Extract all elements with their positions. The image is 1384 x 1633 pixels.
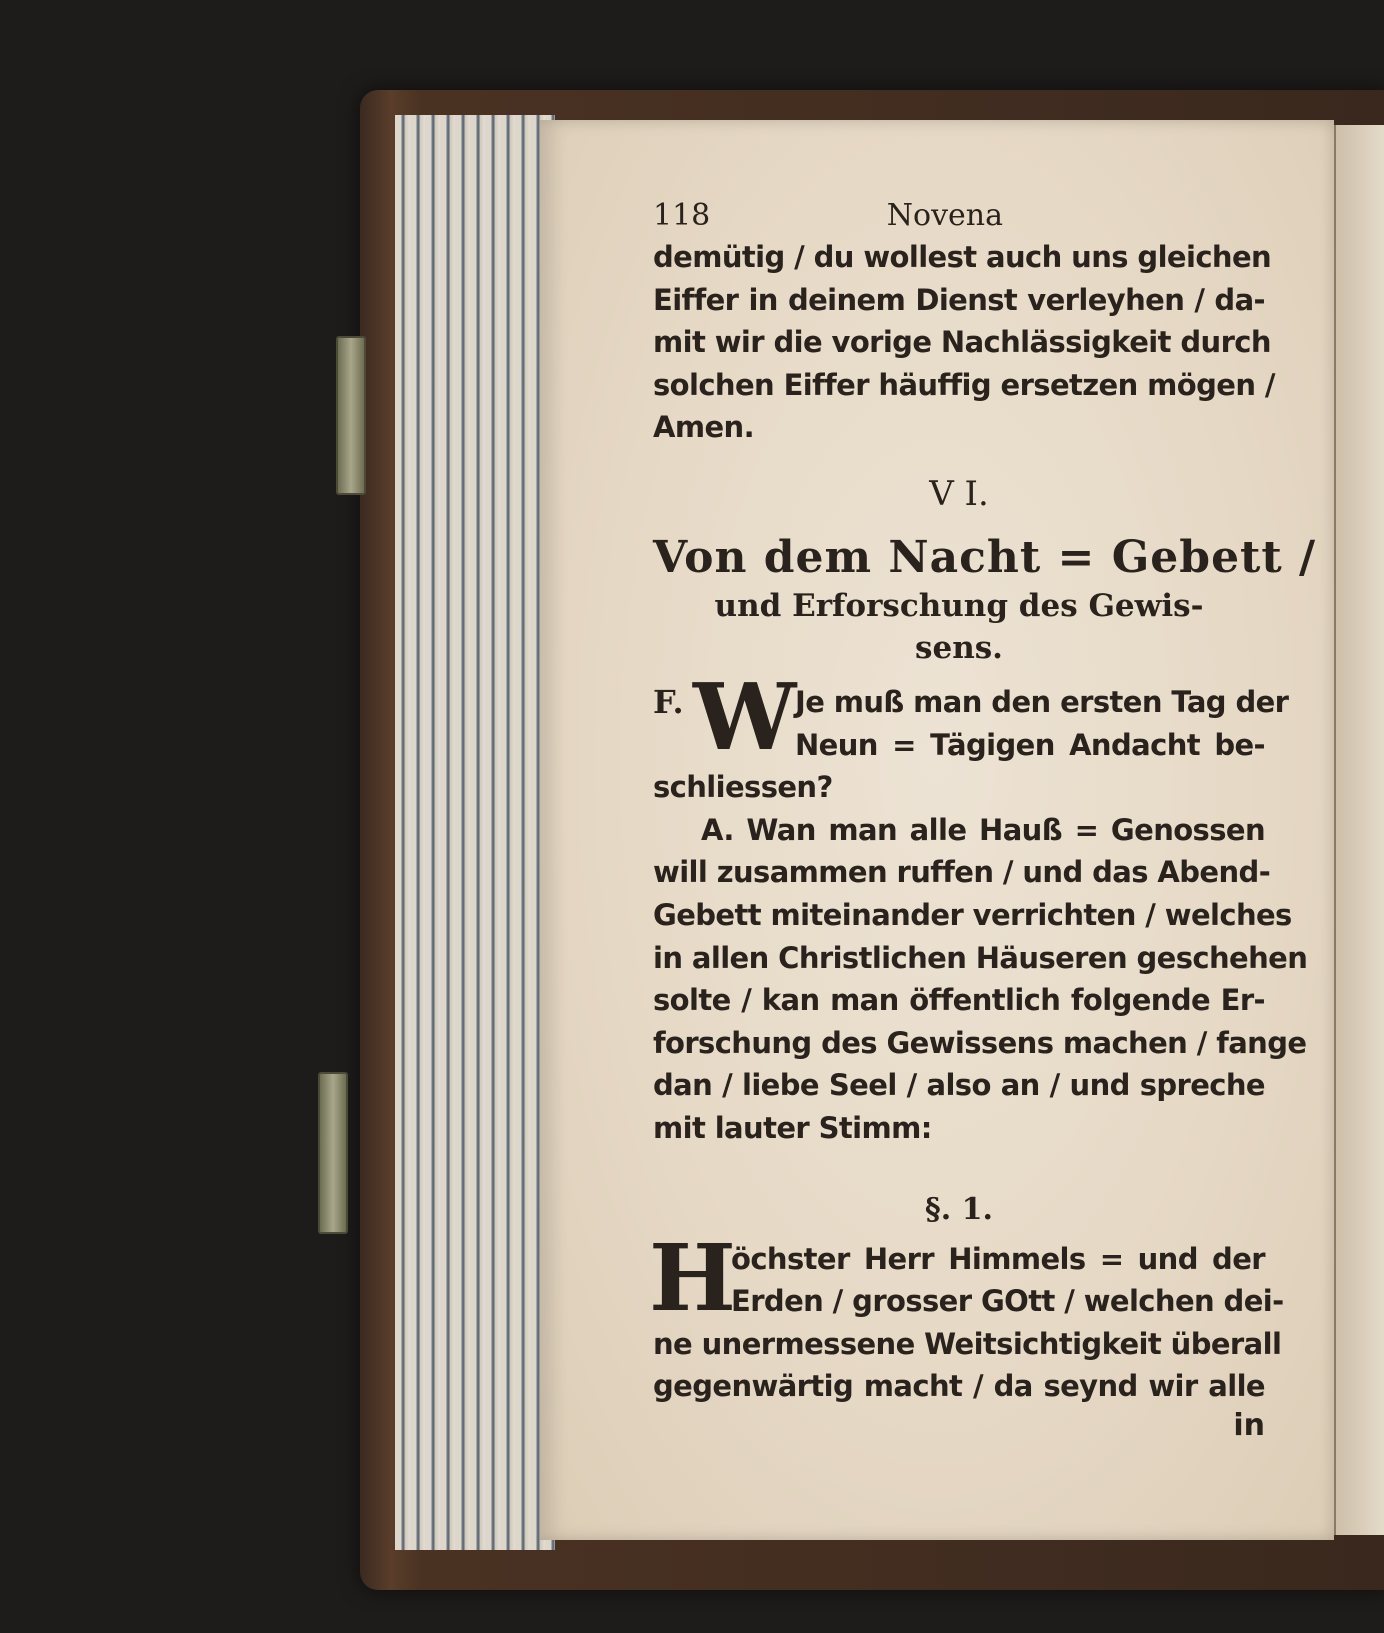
text-line: solchen Eiffer häuffig ersetzen mögen /: [653, 367, 1275, 402]
clasp-upper: [336, 336, 366, 495]
running-header: [653, 198, 1003, 234]
text-line: forschung des Gewissens machen / fange: [653, 1025, 1307, 1060]
chapter-subheading-line: sens.: [915, 629, 1003, 666]
drop-capital: W: [693, 662, 797, 771]
text-line: Eiffer in deinem Dienst verleyhen / da-: [653, 282, 1265, 317]
text-line: Neun = Tägigen Andacht be-: [795, 727, 1265, 762]
section-number: V I.: [929, 473, 989, 514]
intro-paragraph: [653, 236, 1275, 449]
text-line: schliessen?: [653, 770, 833, 805]
question-paragraph: [653, 662, 1289, 809]
text-line: Erden / grosser GOtt / welchen dei-: [731, 1284, 1284, 1319]
facing-page-edge: [1334, 125, 1384, 1535]
text-line: will zusammen ruffen / und das Abend-: [653, 855, 1271, 890]
running-title: Novena: [886, 198, 1003, 233]
text-line: A. Wan man alle Hauß = Genossen: [701, 812, 1265, 847]
text-line: gegenwärtig macht / da seynd wir alle: [653, 1369, 1265, 1404]
text-line: demütig / du wollest auch uns gleichen: [653, 240, 1272, 274]
text-line: öchster Herr Himmels = und der: [731, 1241, 1265, 1276]
clasp-lower: [318, 1072, 348, 1234]
chapter-heading: Von dem Nacht = Gebett /: [653, 531, 1317, 583]
page-edges: [395, 115, 555, 1550]
prayer-paragraph: [649, 1223, 1284, 1408]
text-line: mit lauter Stimm:: [653, 1110, 932, 1145]
text-line: Gebett miteinander verrichten / welches: [653, 897, 1292, 932]
text-line: Je muß man den ersten Tag der: [795, 684, 1289, 719]
page-text: [649, 198, 1317, 1444]
catchword: in: [1233, 1407, 1265, 1443]
text-line: in allen Christlichen Häuseren geschehen: [653, 940, 1308, 975]
text-line: solte / kan man öffentlich folgende Er-: [653, 983, 1265, 1018]
drop-capital: H: [649, 1223, 736, 1332]
question-marker: F.: [653, 682, 684, 721]
section-mark: §. 1.: [925, 1191, 993, 1227]
chapter-subheading-line: und Erforschung des Gewis-: [714, 587, 1204, 624]
page-number: 118: [653, 198, 711, 233]
text-line: ne unermessene Weitsichtigkeit überall: [653, 1326, 1282, 1361]
answer-paragraph: [653, 809, 1308, 1150]
text-line: mit wir die vorige Nachlässigkeit durch: [653, 325, 1271, 360]
text-line: dan / liebe Seel / also an / und spreche: [653, 1068, 1265, 1103]
text-line: Amen.: [653, 410, 754, 445]
